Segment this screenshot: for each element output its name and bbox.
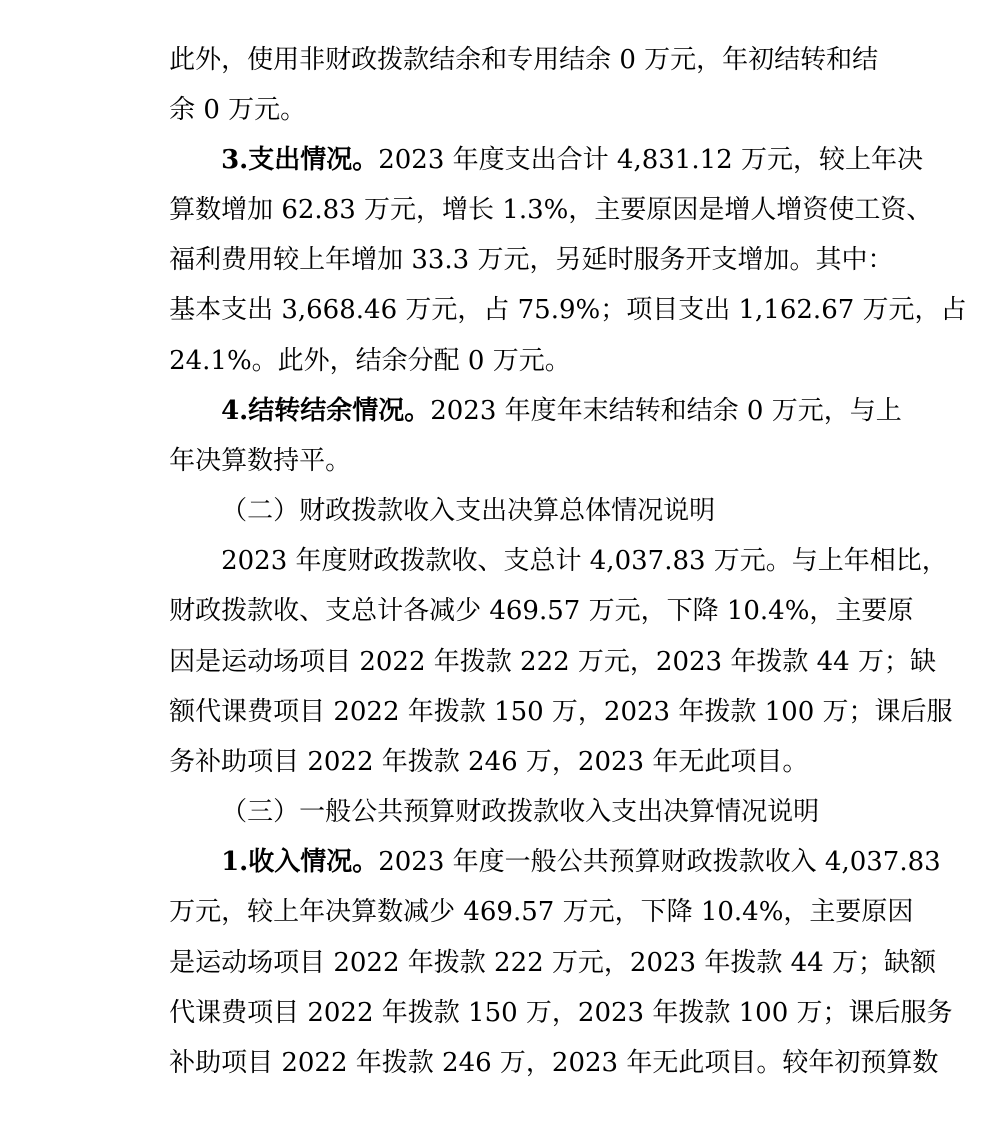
paragraph-line (136, 602, 936, 677)
paragraph-line (136, 652, 953, 727)
paragraph-line (136, 401, 876, 476)
line-text: 算数增加 62.83 万元，增长 1.3%，主要原因是增人增资使工资、 (169, 195, 933, 225)
line-text: 福利费用较上年增加 33.3 万元，另延时服务开支增加。其中： (169, 245, 894, 275)
line-text: 2023 年度一般公共预算财政拨款收入 4,037.83 (378, 847, 941, 877)
line-text: 财政拨款收、支总计各减少 469.57 万元，下降 10.4%，主要原 (169, 596, 914, 626)
line-text: 2023 年度支出合计 4,831.12 万元，较上年决 (378, 145, 923, 175)
paragraph-line (136, 953, 953, 1028)
paragraph-line (188, 351, 902, 426)
line-text: 是运动场项目 2022 年拨款 222 万元，2023 年拨款 44 万；缺额 (169, 948, 936, 978)
line-text: 代课费项目 2022 年拨款 150 万，2023 年拨款 100 万；课后服务 (169, 998, 953, 1028)
line-text: 此外，使用非财政拨款结余和专用结余 0 万元，年初结转和结 (169, 45, 879, 75)
paragraph-line (136, 903, 936, 978)
line-text: 补助项目 2022 年拨款 246 万，2023 年无此项目。较年初预算数 (169, 1048, 939, 1078)
paragraph-line (136, 200, 894, 275)
paragraph-line (188, 501, 948, 576)
paragraph-line (136, 50, 876, 125)
line-text: 2023 年度财政拨款收、支总计 4,037.83 万元。与上年相比， (221, 546, 948, 576)
section-heading: 1.收入情况。 (221, 847, 379, 877)
heading-text: （二）财政拨款收入支出决算总体情况说明 (221, 496, 716, 526)
line-text: 基本支出 3,668.46 万元，占 75.9%；项目支出 1,162.67 万元，占 (169, 295, 967, 325)
section-heading: 3.支出情况。 (221, 145, 379, 175)
paragraph-line (136, 1003, 939, 1078)
line-text: 24.1%。此外，结余分配 0 万元。 (169, 346, 571, 376)
paragraph-line (136, 150, 933, 225)
line-text: 万元，较上年决算数减少 469.57 万元，下降 10.4%，主要原因 (169, 897, 914, 927)
line-text: 额代课费项目 2022 年拨款 150 万，2023 年拨款 100 万；课后服 (169, 697, 953, 727)
paragraph-line (136, 0, 879, 75)
heading-text: （三）一般公共预算财政拨款收入支出决算情况说明 (221, 797, 820, 827)
paragraph-line (188, 802, 941, 877)
line-text: 年决算数持平。 (169, 446, 352, 476)
paragraph-line (136, 250, 967, 325)
paragraph-line (136, 852, 914, 927)
line-text: 2023 年度年末结转和结余 0 万元，与上 (430, 396, 902, 426)
paragraph-line (136, 301, 876, 376)
section-heading: 4.结转结余情况。 (221, 396, 431, 426)
subsection-heading (188, 752, 876, 827)
line-text: 务补助项目 2022 年拨款 246 万，2023 年无此项目。 (169, 747, 809, 777)
paragraph-line (188, 100, 923, 175)
subsection-heading (188, 451, 876, 526)
line-text: 余 0 万元。 (169, 95, 307, 125)
paragraph-line (136, 551, 914, 626)
line-text: 因是运动场项目 2022 年拨款 222 万元，2023 年拨款 44 万；缺 (169, 647, 936, 677)
paragraph-line (136, 702, 876, 777)
